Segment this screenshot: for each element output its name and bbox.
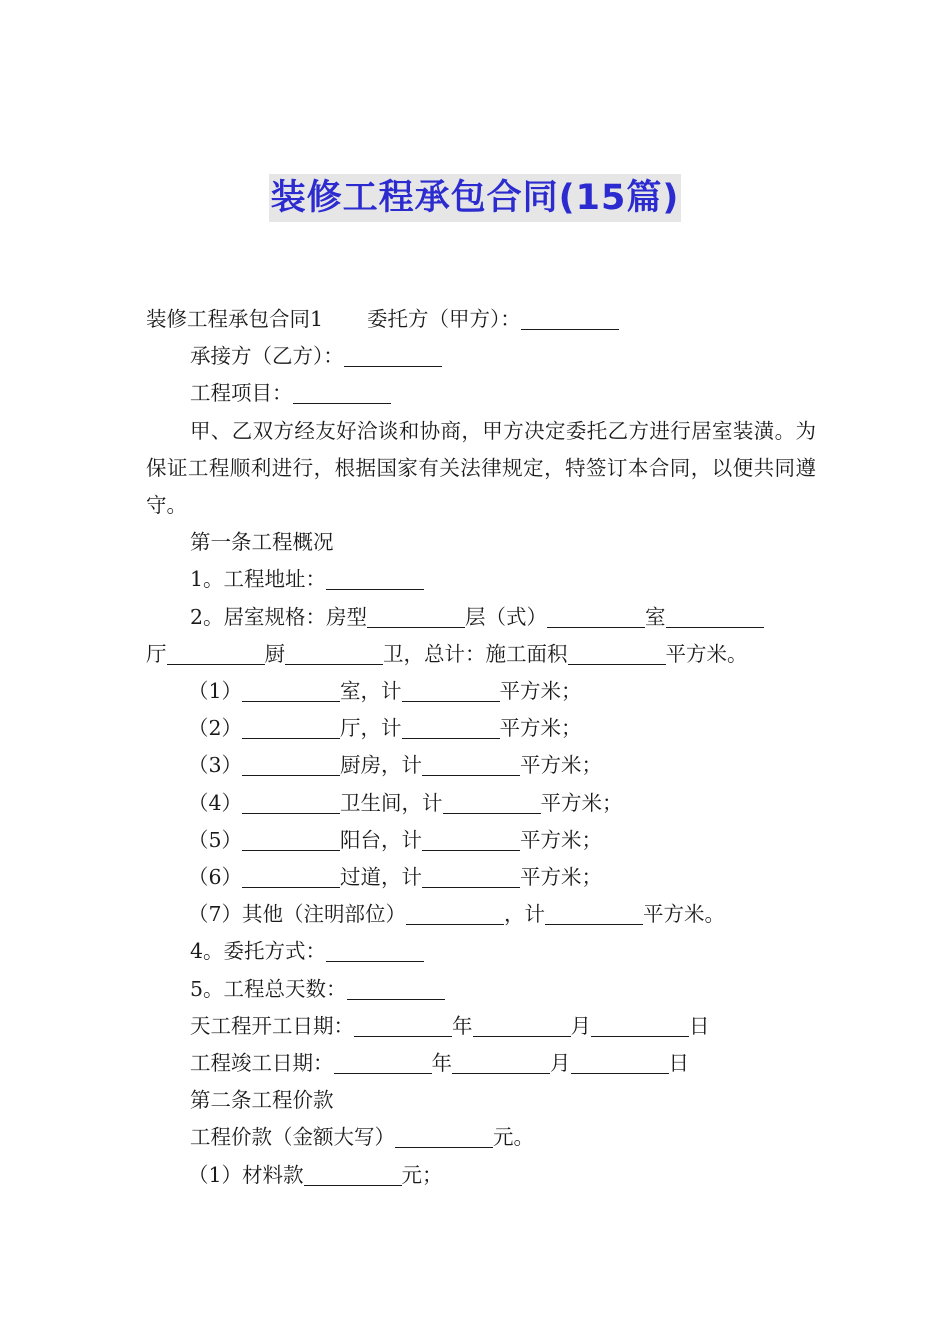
article-2-title: 第二条工程价款: [190, 1088, 334, 1113]
blank-field: [395, 1125, 493, 1148]
material-unit: 元；: [401, 1162, 443, 1187]
item-2-d: 厅: [146, 641, 167, 666]
title-wrap: [0, 174, 950, 222]
item-1-line: [146, 561, 816, 598]
blank-field: [666, 605, 764, 628]
day-label: 日: [668, 1051, 689, 1076]
room-prefix: （1）: [188, 679, 243, 704]
blank-field: [402, 716, 500, 739]
room-line: [146, 710, 816, 747]
item-2-line: [146, 599, 816, 636]
blank-field: [545, 902, 643, 925]
material-label: （1）材料款: [188, 1162, 304, 1187]
room-prefix: （2）: [188, 716, 243, 741]
blank-field: [422, 865, 520, 888]
blank-field: [242, 865, 340, 888]
room-unit: 平方米；: [520, 753, 603, 778]
month-label: 月: [550, 1051, 571, 1076]
blank-field: [242, 716, 340, 739]
price-label: 工程价款（金额大写）: [190, 1125, 395, 1150]
price-line: [146, 1119, 816, 1156]
contractor-line: [146, 338, 816, 375]
room-name: 阳台，计: [340, 827, 423, 852]
item-5-label: 5。工程总天数：: [190, 976, 347, 1001]
room-line: [146, 822, 816, 859]
project-label: 工程项目：: [190, 381, 293, 406]
item-5-line: [146, 971, 816, 1008]
blank-field: [354, 1014, 452, 1037]
room-unit: 平方米；: [499, 716, 582, 741]
year-label: 年: [431, 1051, 452, 1076]
room-name: 卫生间，计: [340, 790, 443, 815]
room-unit: 平方米；: [520, 827, 603, 852]
blank-field: [443, 791, 541, 814]
room-name: 过道，计: [340, 865, 423, 890]
room-prefix: （3）: [188, 753, 243, 778]
project-line: [146, 375, 816, 412]
room-line: [146, 747, 816, 784]
item-2-f: 卫，总计：施工面积: [383, 641, 568, 666]
header-line: [146, 301, 816, 338]
article-1-title: 第一条工程概况: [190, 530, 334, 555]
room-line: [146, 859, 816, 896]
end-date-line: [146, 1045, 816, 1082]
blank-field: [334, 1051, 432, 1074]
blank-field: [326, 939, 424, 962]
room-prefix: （6）: [188, 865, 243, 890]
room-unit: 平方米；: [520, 865, 603, 890]
blank-field: [521, 307, 619, 330]
blank-field: [568, 642, 666, 665]
blank-field: [344, 344, 442, 367]
client-label: 委托方（甲方）：: [367, 307, 521, 331]
blank-field: [242, 679, 340, 702]
day-label: 日: [689, 1013, 710, 1038]
blank-field: [304, 1163, 402, 1186]
other-unit: 平方米。: [643, 902, 726, 927]
item-2-g: 平方米。: [665, 641, 748, 666]
contractor-label: 承接方（乙方）：: [190, 344, 344, 369]
blank-field: [167, 642, 265, 665]
blank-field: [285, 642, 383, 665]
intro-paragraph: 甲、乙双方经友好洽谈和协商，甲方决定委托乙方进行居室装潢。为保证工程顺利进行，根据国家有关法律规定，特签订本合同，以便共同遵守。: [146, 418, 816, 518]
month-label: 月: [570, 1013, 591, 1038]
blank-field: [452, 1051, 550, 1074]
item-2-e: 厨: [264, 641, 285, 666]
room-prefix: （4）: [188, 790, 243, 815]
start-date-label: 天工程开工日期：: [190, 1013, 354, 1038]
room-line: [146, 673, 816, 710]
blank-field: [547, 605, 645, 628]
blank-field: [242, 791, 340, 814]
blank-field: [242, 828, 340, 851]
blank-field: [473, 1014, 571, 1037]
blank-field: [402, 679, 500, 702]
item-1-label: 1。工程地址：: [190, 567, 327, 592]
item-4-line: [146, 933, 816, 970]
room-prefix: （5）: [188, 827, 243, 852]
other-label: （7）其他（注明部位）: [188, 902, 407, 927]
other-line: [146, 896, 816, 933]
blank-field: [326, 567, 424, 590]
price-unit: 元。: [493, 1125, 534, 1150]
room-unit: 平方米；: [499, 679, 582, 704]
header-left: 装修工程承包合同1: [146, 307, 324, 331]
room-name: 室，计: [340, 679, 402, 704]
blank-field: [422, 753, 520, 776]
blank-field: [242, 753, 340, 776]
blank-field: [367, 605, 465, 628]
end-date-label: 工程竣工日期：: [190, 1051, 334, 1076]
room-name: 厅，计: [340, 716, 402, 741]
item-2-b: 层（式）: [465, 604, 548, 629]
item-2-c: 室: [645, 604, 666, 629]
room-name: 厨房，计: [340, 753, 423, 778]
year-label: 年: [452, 1013, 473, 1038]
other-mid: ，计: [504, 902, 546, 927]
room-line: [146, 785, 816, 822]
blank-field: [422, 828, 520, 851]
room-unit: 平方米；: [540, 790, 623, 815]
start-date-line: [146, 1008, 816, 1045]
item-4-label: 4。委托方式：: [190, 939, 327, 964]
document-title: 装修工程承包合同(15篇): [269, 174, 682, 222]
blank-field: [293, 381, 391, 404]
document-body: [146, 301, 816, 1194]
blank-field: [571, 1051, 669, 1074]
item-2-cont-line: [146, 636, 816, 673]
blank-field: [347, 977, 445, 1000]
blank-field: [591, 1014, 689, 1037]
blank-field: [406, 902, 504, 925]
material-line: [146, 1157, 816, 1194]
item-2-a: 2。居室规格：房型: [190, 604, 368, 629]
